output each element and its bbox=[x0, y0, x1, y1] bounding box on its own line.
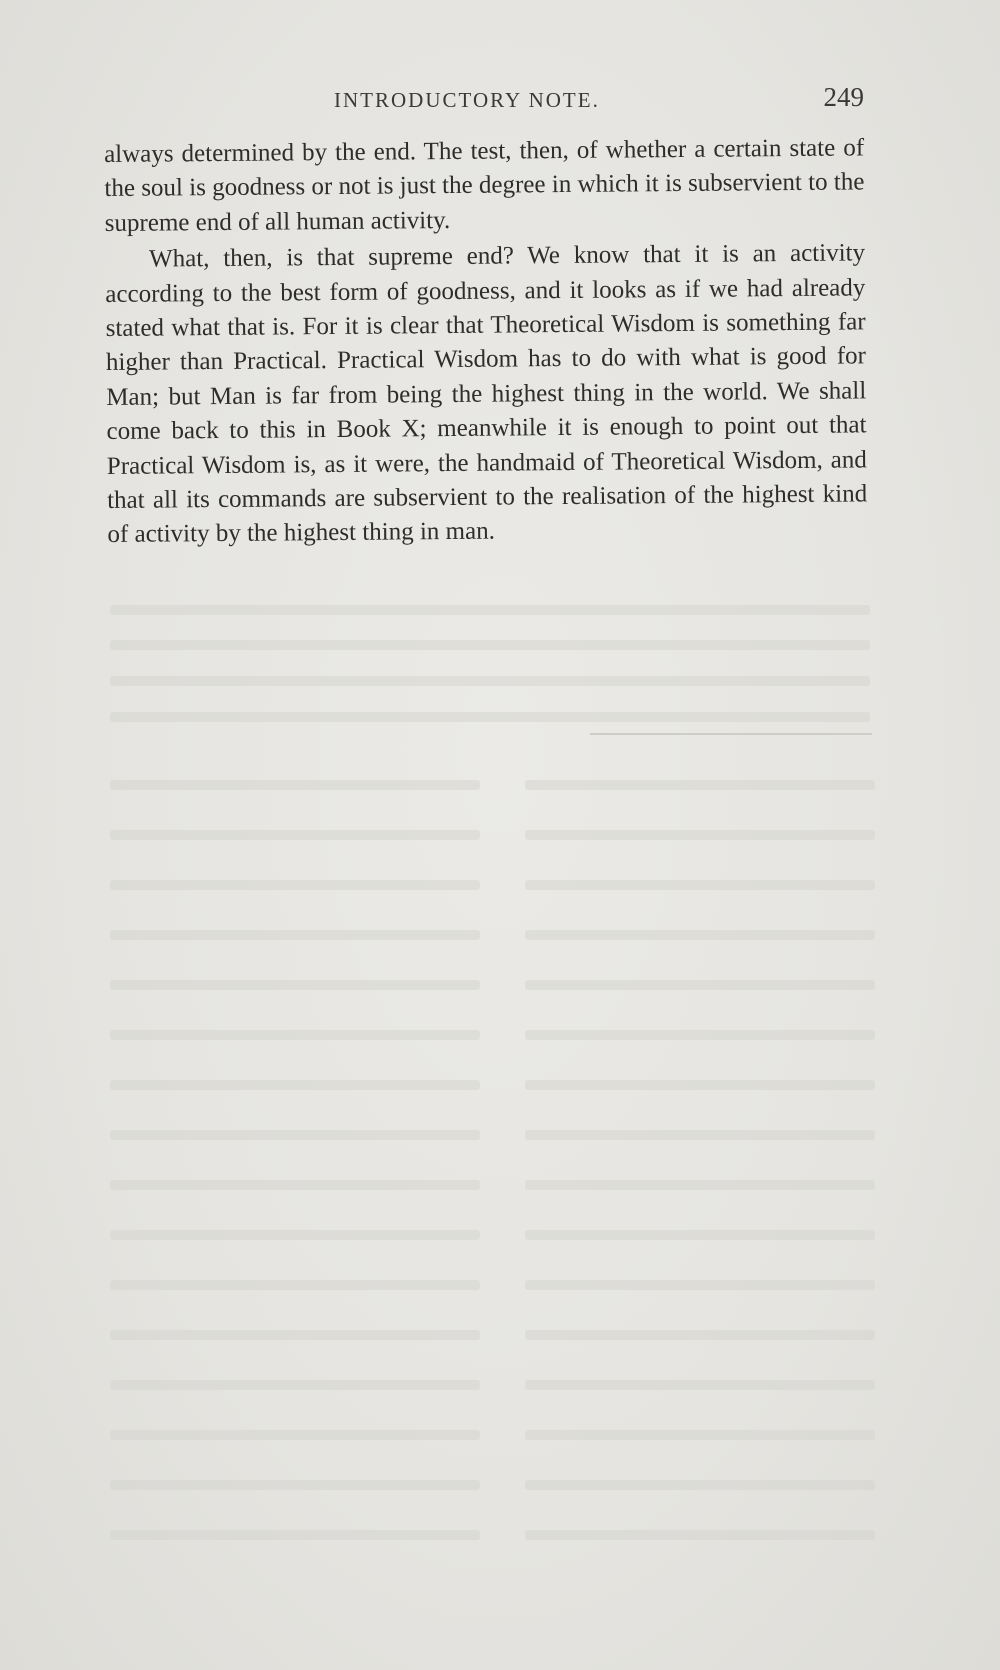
body-text bbox=[104, 131, 868, 552]
paragraph-2: What, then, is that supreme end? We know that it is an activity according to the best form of goodness, and it looks as if we had already stated what that is. For it is clear that Theoretical Wisdom is something far higher than Practical. Practical Wisdom has to do with what is good for Man; but Man is far from being the highest thing in the world. We shall come back to this in Book X; meanwhile it is enough to point out that Practical Wisdom is, as it were, the handmaid of Theoretical Wisdom, and that all its commands are subservient to the realisation of the highest kind of activity by the highest thing in man. bbox=[105, 239, 868, 549]
running-title: INTRODUCTORY NOTE. bbox=[334, 88, 600, 112]
page-header bbox=[104, 82, 864, 122]
page-number: 249 bbox=[823, 82, 864, 112]
paragraph-1: always determined by the end. The test, then, of whether a certain state of the soul is goodness or not is just the degree in which it is subservient to the supreme end of all human activity. bbox=[104, 134, 865, 237]
